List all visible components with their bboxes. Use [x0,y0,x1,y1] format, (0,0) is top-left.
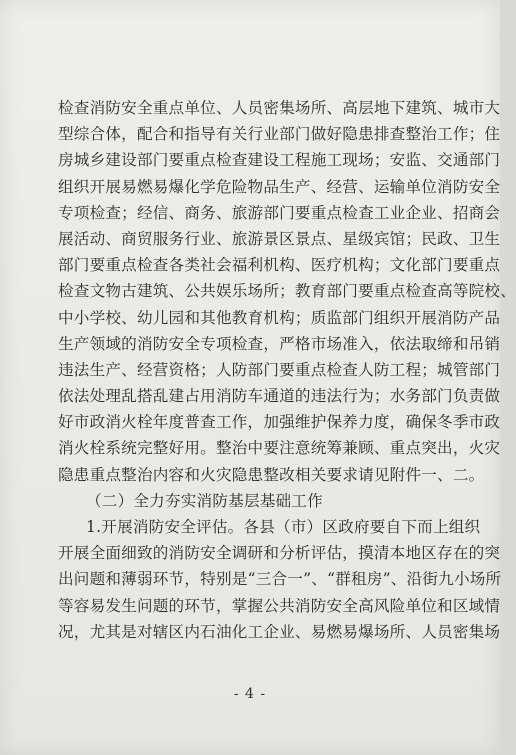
text-line: 消火栓系统完整好用。整治中要注意统筹兼顾、重点突出，火灾 [58,439,501,458]
text-line: 开展全面细致的消防安全调研和分析评估，摸清本地区存在的突 [58,544,501,563]
document-body [58,95,516,645]
paragraph-1 [58,95,516,488]
text-line: 中小学校、幼儿园和其他教育机构；质监部门组织开展消防产品 [58,308,501,327]
text-line: 依法处理乱搭乱建占用消防车通道的违法行为；水务部门负责做 [58,387,501,406]
text-line: 违法生产、经营资格；人防部门要重点检查人防工程；城管部门 [58,360,501,379]
text-line: 展活动、商贸服务行业、旅游景区景点、星级宾馆；民政、卫生 [58,229,501,248]
text-line: 检查消防安全重点单位、人员密集场所、高层地下建筑、城市大 [58,99,501,117]
text-line: 检查文物古建筑、公共娱乐场所；教育部门要重点检查高等院校、 [58,282,516,301]
text-line: 专项检查；经信、商务、旅游部门要重点检查工业企业、招商会 [58,203,501,222]
page-number: - 4 - [233,686,267,702]
text-line: 型综合体，配合和指导有关行业部门做好隐患排查整治工作；住 [58,125,501,144]
text-line: 生产领域的消防安全专项检查，严格市场准入，依法取缔和吊销 [58,334,501,353]
text-line: 等容易发生问题的环节，掌握公共消防安全高风险单位和区域情 [58,596,501,615]
text-line: 况，尤其是对辖区内石油化工企业、易燃易爆场所、人员密集场 [58,622,501,641]
text-line: 组织开展易燃易爆化学危险物品生产、经营、运输单位消防安全 [58,177,501,196]
text-line: 部门要重点检查各类社会福利机构、医疗机构；文化部门要重点 [58,256,501,275]
text-line: 隐患重点整治内容和火灾隐患整改相关要求请见附件一、二。 [58,465,485,484]
text-line: 房城乡建设部门要重点检查建设工程施工现场；安监、交通部门 [58,151,501,170]
text-line: 出问题和薄弱环节，特别是“三合一”、“群租房”、沿街九小场所 [58,570,502,589]
text-line: 好市政消火栓年度普查工作，加强维护保养力度，确保冬季市政 [58,413,501,432]
text-line: 1.开展消防安全评估。各县（市）区政府要自下而上组织 [86,518,481,536]
paragraph-2 [58,514,502,645]
section-heading: （二）全力夯实消防基层基础工作 [86,491,323,510]
